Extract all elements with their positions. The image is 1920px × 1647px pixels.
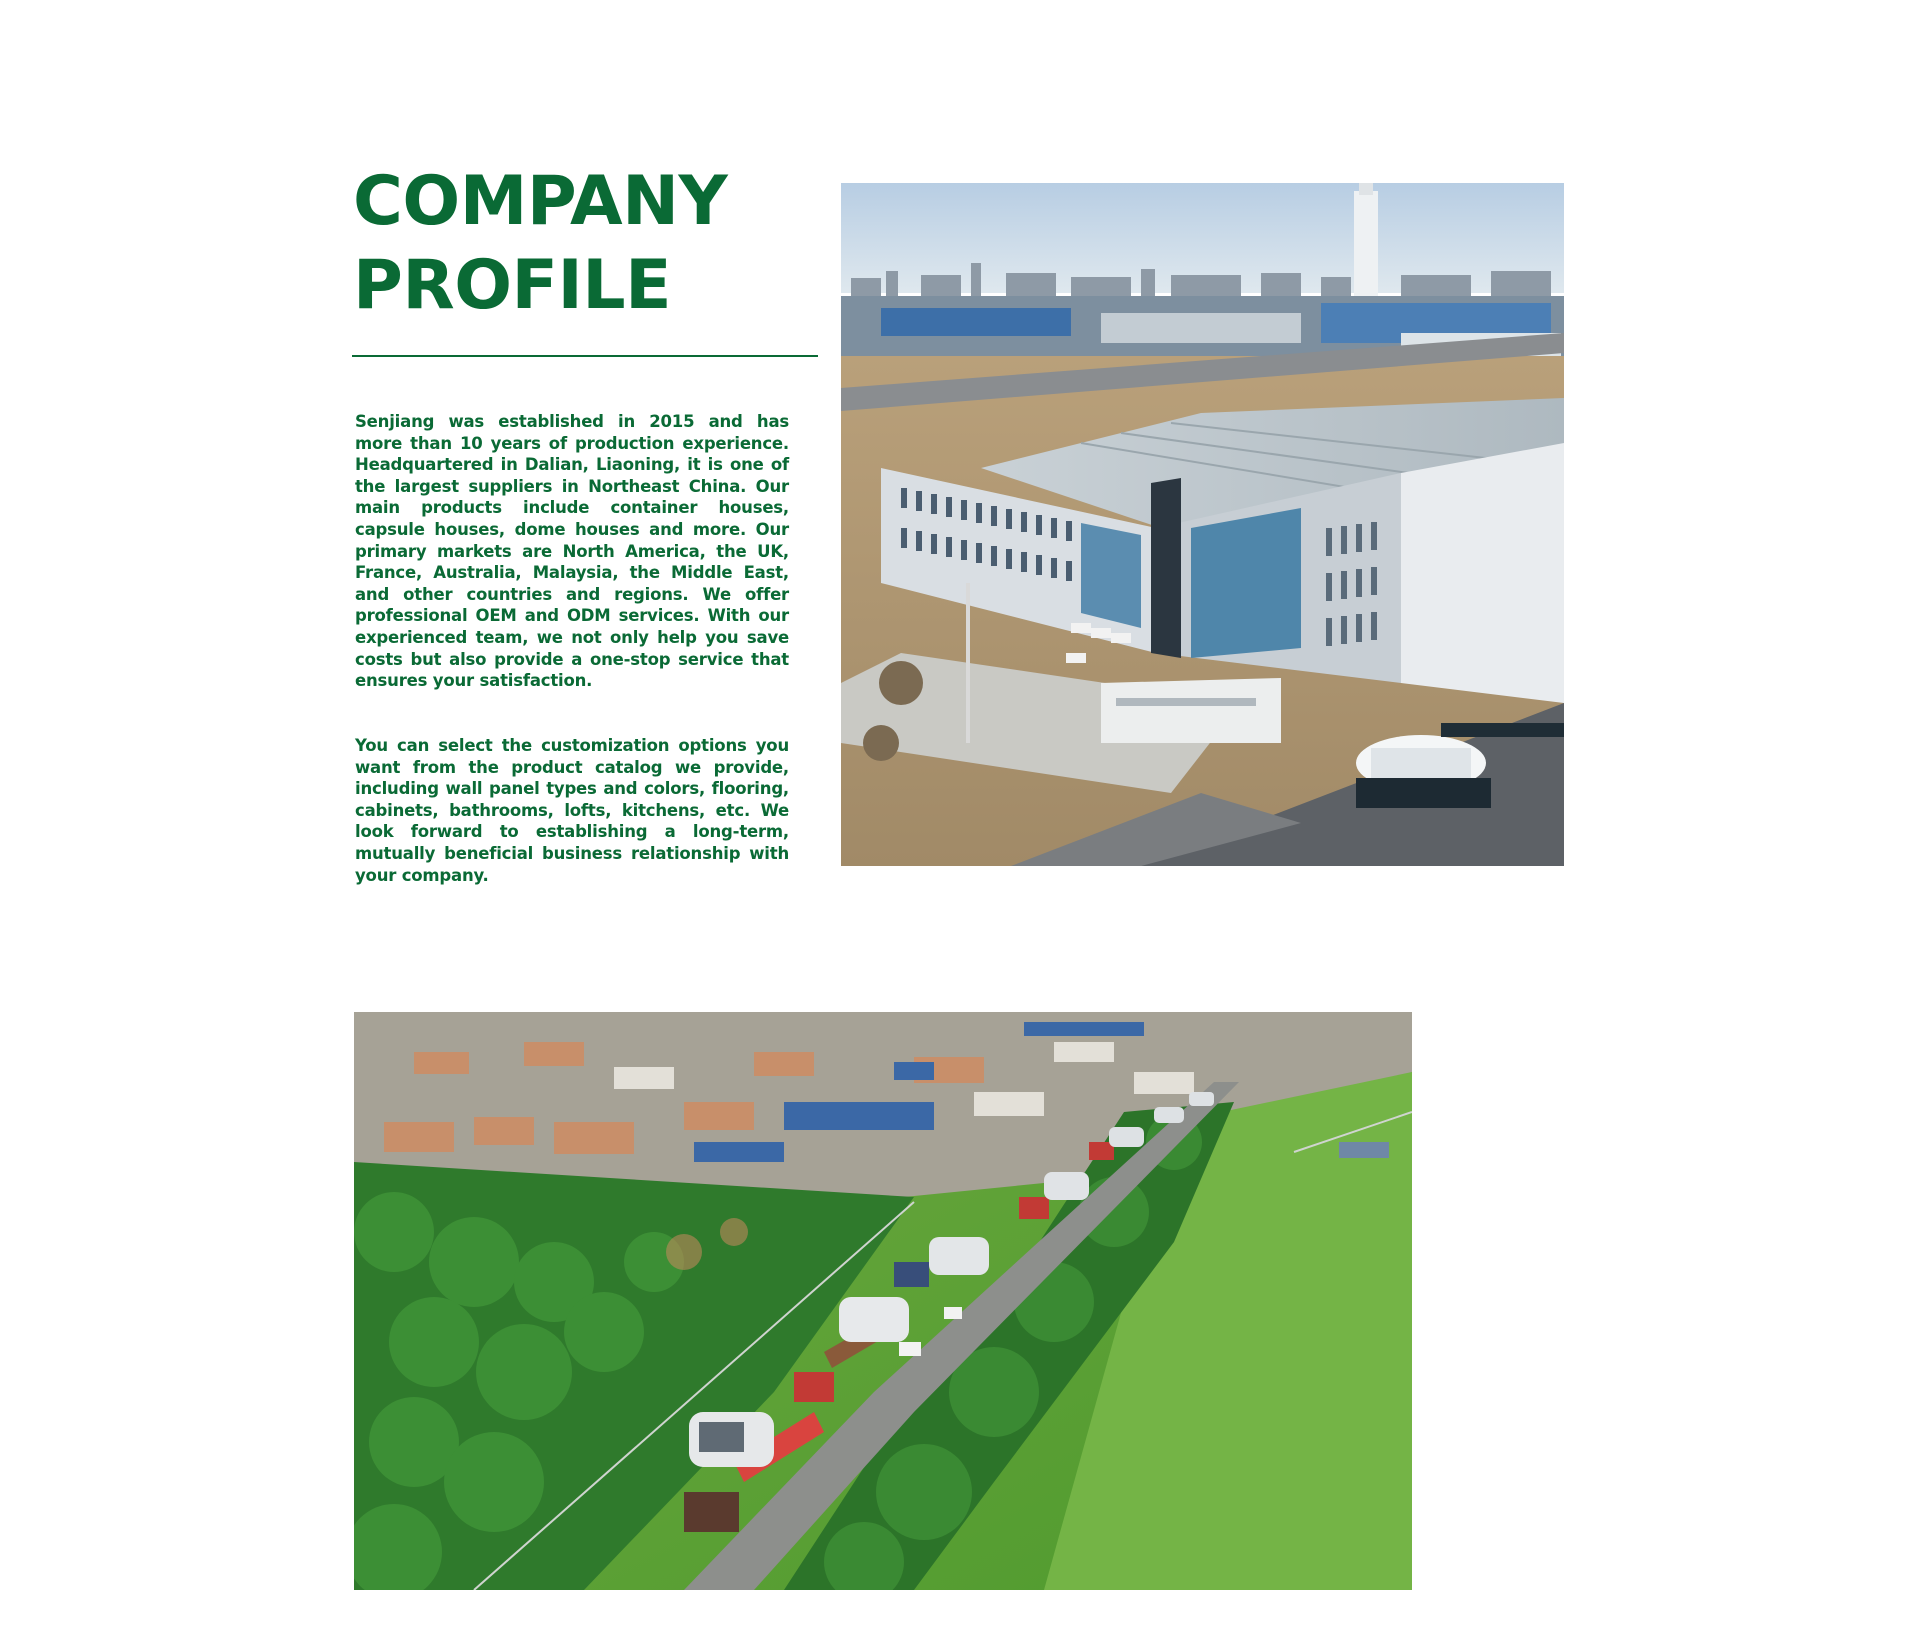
factory-headquarters-photo xyxy=(841,183,1564,866)
page-title-line-1: COMPANY xyxy=(353,162,728,241)
delivery-convoy-photo xyxy=(354,1012,1412,1590)
page-title xyxy=(353,160,813,328)
title-divider xyxy=(352,355,818,357)
customization-paragraph: You can select the customization options you want from the product catalog we provide, including wall panel types and colors, flooring, cabinets, bathrooms, lofts, kitchens, etc. We look forward to establishing a long-term, mutually beneficial business relationship with your company. xyxy=(355,736,789,885)
page-title-line-2: PROFILE xyxy=(353,246,672,325)
company-intro-paragraph: Senjiang was established in 2015 and has more than 10 years of production experience. Headquartered in Dalian, Liaoning, it is one of the largest suppliers in Northeast China. Our main products include container houses, capsule houses, dome houses and more. Our primary markets are North America, the UK, France, Australia, Malaysia, the Middle East, and other countries and regions. We offer professional OEM and ODM services. With our experienced team, we not only help you save costs but also provide a one-stop service that ensures your satisfaction. xyxy=(355,412,789,691)
